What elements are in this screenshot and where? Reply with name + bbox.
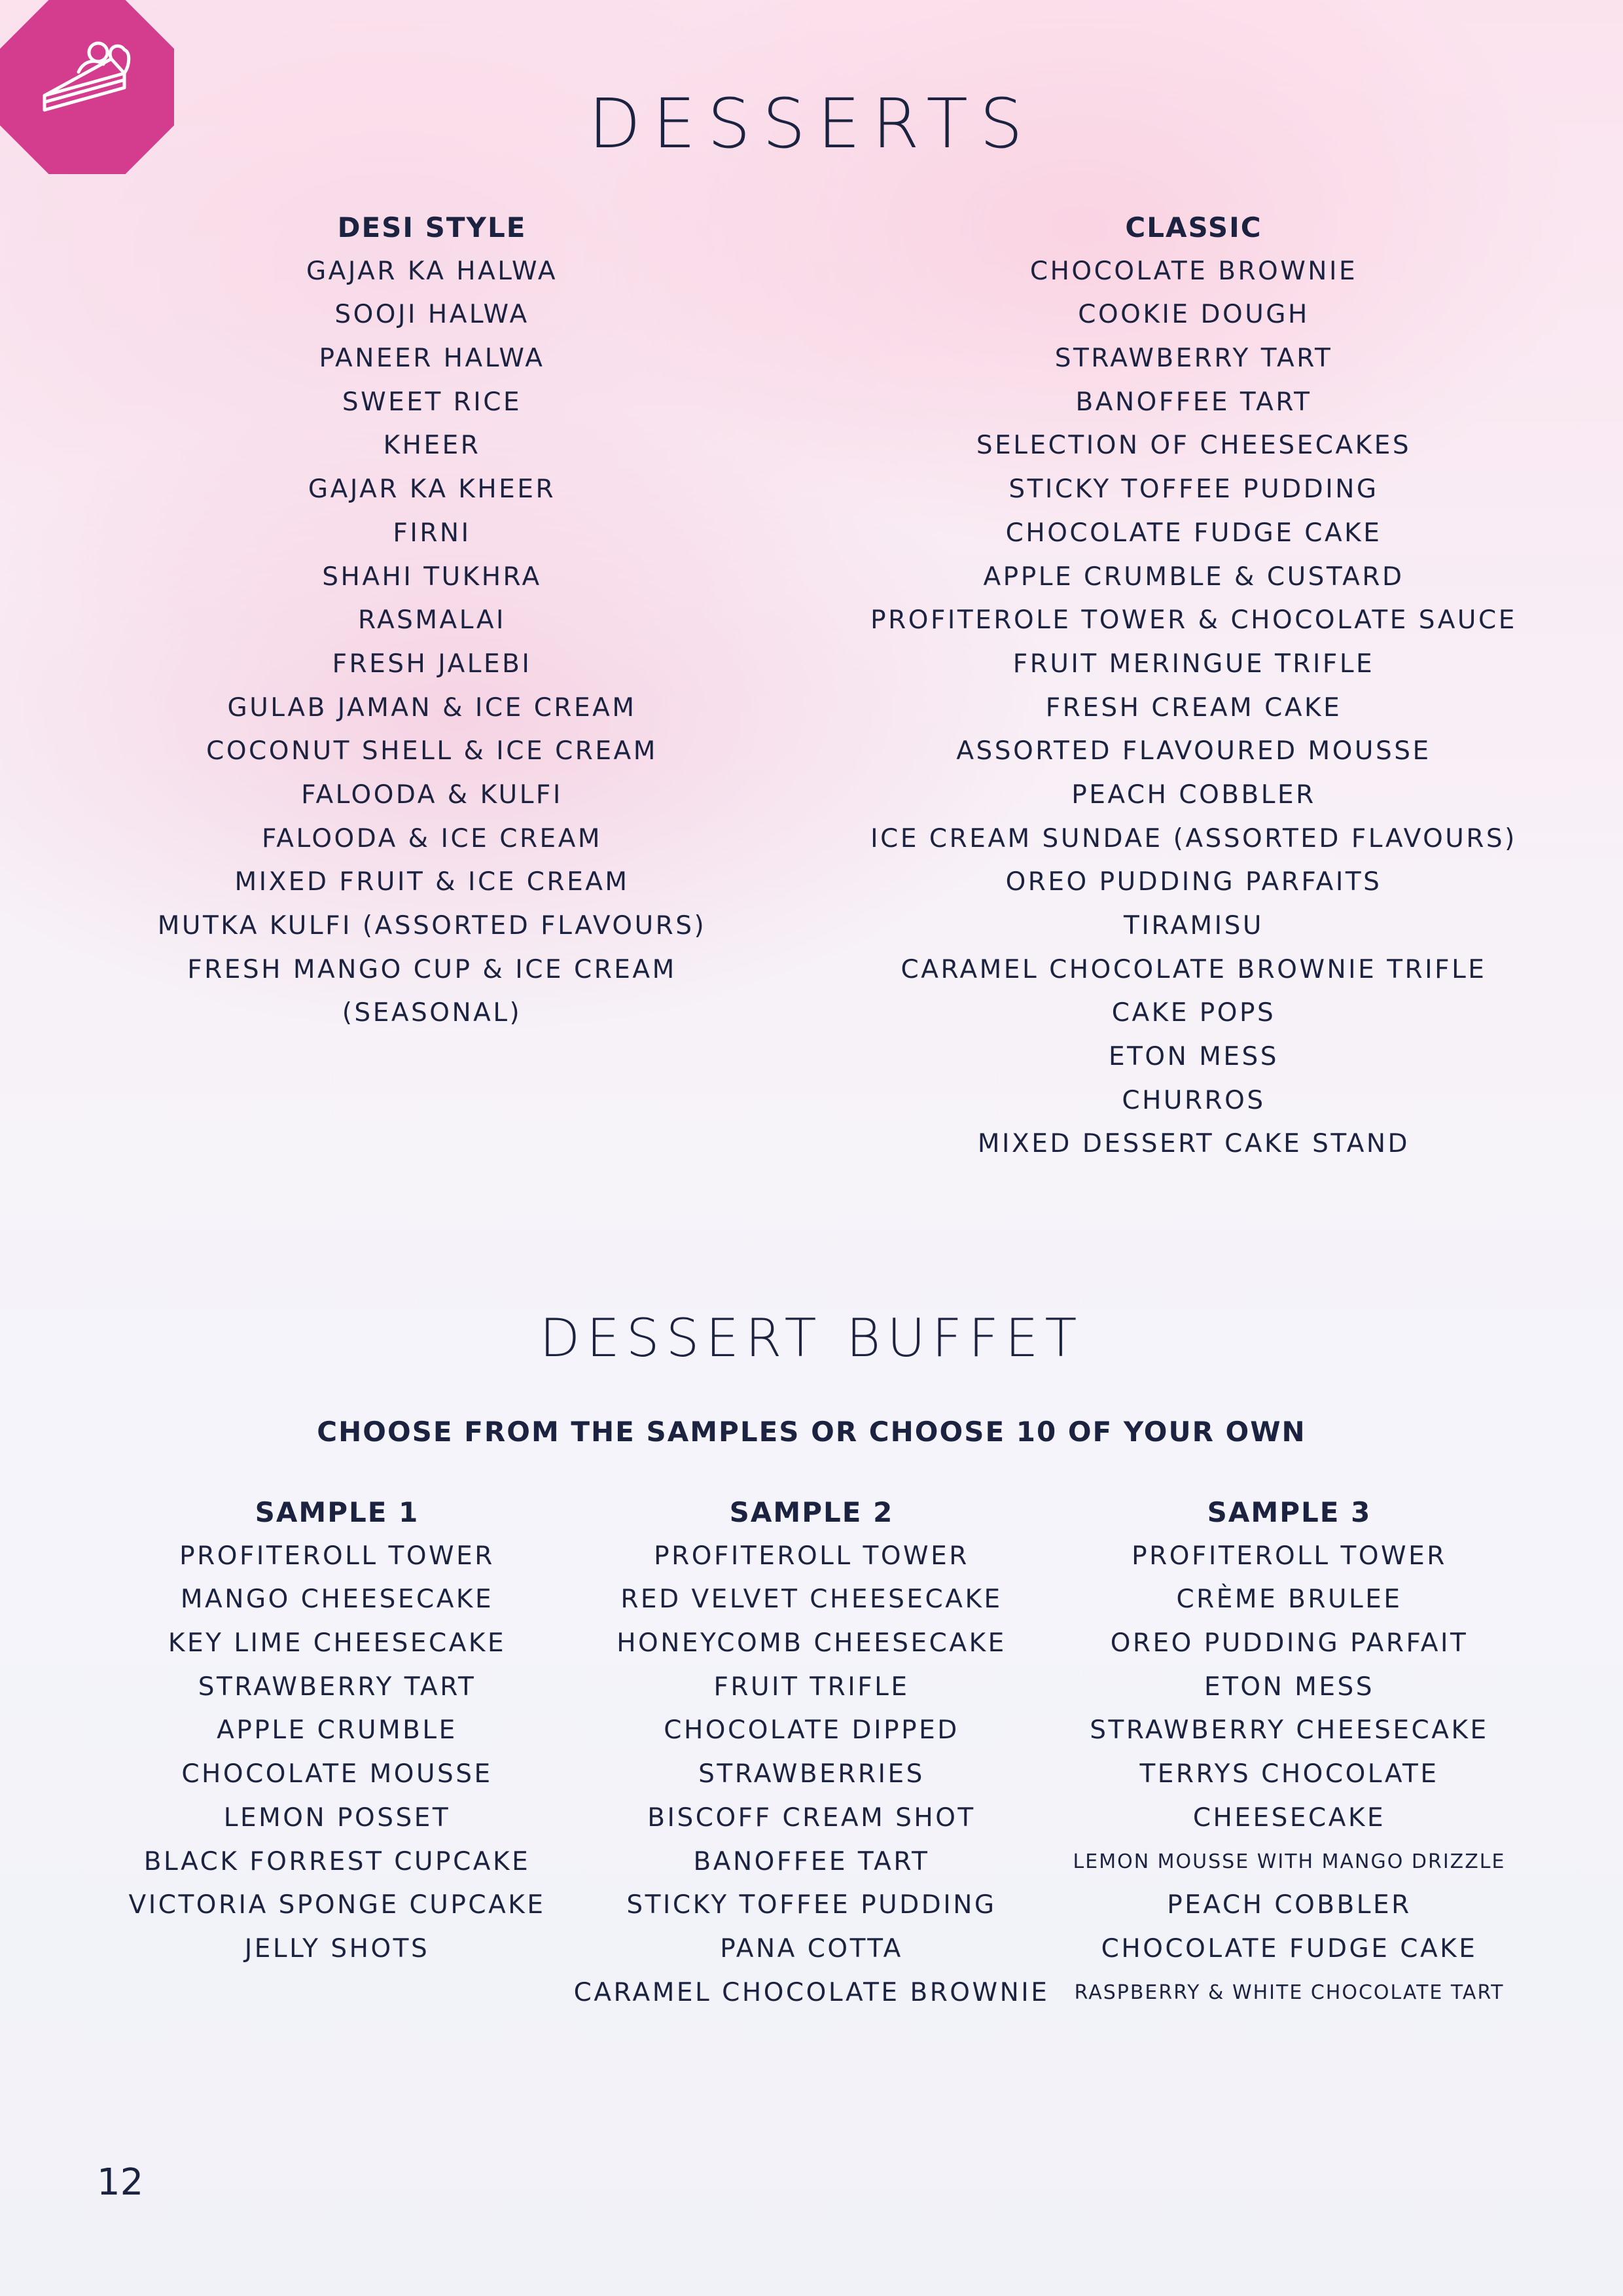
list-item: CHOCOLATE FUDGE CAKE: [1101, 1933, 1478, 1964]
list-item: BLACK FORREST CUPCAKE: [143, 1846, 531, 1876]
list-item: ICE CREAM SUNDAE (ASSORTED FLAVOURS): [870, 823, 1517, 853]
list-item: MIXED DESSERT CAKE STAND: [977, 1129, 1410, 1159]
list-item: HONEYCOMB CHEESECAKE: [616, 1628, 1007, 1659]
list-item: MUTKA KULFI (ASSORTED FLAVOURS): [157, 911, 707, 941]
list-item: PROFITEROLL TOWER: [179, 1541, 495, 1571]
list-item: STRAWBERRY CHEESECAKE: [1090, 1715, 1489, 1746]
list-item: BISCOFF CREAM SHOT: [647, 1803, 976, 1833]
list-item: BANOFFEE TART: [693, 1846, 930, 1876]
list-item: COCONUT SHELL & ICE CREAM: [206, 736, 658, 766]
list-item: CARAMEL CHOCOLATE BROWNIE: [573, 1977, 1050, 2007]
list-item: STICKY TOFFEE PUDDING: [1008, 475, 1379, 505]
list-item: CRÈME BRULEE: [1176, 1585, 1402, 1615]
list-item: FRESH MANGO CUP & ICE CREAM: [187, 954, 677, 984]
list-item: CHOCOLATE FUDGE CAKE: [1005, 518, 1382, 548]
list-item: APPLE CRUMBLE: [217, 1715, 457, 1746]
list-item: PEACH COBBLER: [1167, 1890, 1412, 1920]
list-item: MANGO CHEESECAKE: [180, 1585, 494, 1615]
list-item: STRAWBERRY TART: [198, 1672, 476, 1702]
list-item: FIRNI: [393, 518, 471, 548]
list-item: PROFITEROLL TOWER: [654, 1541, 969, 1571]
list-item: CAKE POPS: [1111, 998, 1276, 1028]
list-item: GAJAR KA KHEER: [308, 475, 556, 505]
list-item: TERRYS CHOCOLATE: [1139, 1759, 1439, 1789]
list-item: SOOJI HALWA: [334, 300, 529, 330]
list-item: VICTORIA SPONGE CUPCAKE: [128, 1890, 546, 1920]
list-item: TIRAMISU: [1124, 911, 1264, 941]
list-item: COOKIE DOUGH: [1078, 300, 1310, 330]
list-item: FRESH JALEBI: [332, 649, 532, 679]
page-title: DESSERTS: [588, 84, 1035, 164]
list-item: FRESH CREAM CAKE: [1045, 692, 1342, 723]
list-item: SELECTION OF CHEESECAKES: [976, 431, 1412, 461]
list-item: RASPBERRY & WHITE CHOCOLATE TART: [1074, 1981, 1505, 2004]
list-item: JELLY SHOTS: [244, 1933, 430, 1964]
list-item: SWEET RICE: [342, 387, 522, 417]
list-item: FALOODA & KULFI: [301, 780, 563, 810]
classic-column: [840, 206, 1547, 1166]
list-item: CARAMEL CHOCOLATE BROWNIE TRIFLE: [901, 954, 1487, 984]
list-item: PROFITEROLE TOWER & CHOCOLATE SAUCE: [870, 605, 1517, 636]
list-item: OREO PUDDING PARFAITS: [1005, 867, 1382, 897]
desi-style-column: [118, 206, 746, 1035]
list-item: CHOCOLATE BROWNIE: [1029, 256, 1358, 286]
list-item: STICKY TOFFEE PUDDING: [626, 1890, 997, 1920]
classic-heading: CLASSIC: [1125, 211, 1262, 243]
buffet-title: DESSERT BUFFET: [539, 1308, 1084, 1369]
list-item: RASMALAI: [357, 605, 507, 636]
list-item: CHURROS: [1122, 1085, 1266, 1115]
list-item: CHOCOLATE MOUSSE: [181, 1759, 493, 1789]
list-item: GAJAR KA HALWA: [306, 256, 558, 286]
list-item: ETON MESS: [1108, 1042, 1279, 1072]
list-item: PANA COTTA: [720, 1933, 903, 1964]
list-item: CHOCOLATE DIPPED: [664, 1715, 959, 1746]
list-item: PROFITEROLL TOWER: [1132, 1541, 1447, 1571]
list-item: (SEASONAL): [342, 998, 522, 1028]
list-item: MIXED FRUIT & ICE CREAM: [234, 867, 630, 897]
sample-1-heading: SAMPLE 1: [255, 1496, 419, 1528]
list-item: PEACH COBBLER: [1071, 780, 1316, 810]
sample-3-heading: SAMPLE 3: [1207, 1496, 1372, 1528]
list-item: LEMON POSSET: [223, 1803, 451, 1833]
list-item: RED VELVET CHEESECAKE: [620, 1585, 1003, 1615]
list-item: APPLE CRUMBLE & CUSTARD: [983, 562, 1404, 592]
list-item: ETON MESS: [1204, 1672, 1375, 1702]
list-item: FALOODA & ICE CREAM: [261, 823, 603, 853]
sample-2-heading: SAMPLE 2: [729, 1496, 894, 1528]
list-item: FRUIT TRIFLE: [713, 1672, 910, 1702]
buffet-subheading: CHOOSE FROM THE SAMPLES OR CHOOSE 10 OF YOUR OWN: [317, 1416, 1306, 1448]
list-item: LEMON MOUSSE WITH MANGO DRIZZLE: [1073, 1850, 1506, 1873]
list-item: STRAWBERRY TART: [1054, 344, 1333, 374]
list-item: ASSORTED FLAVOURED MOUSSE: [956, 736, 1431, 766]
list-item: PANEER HALWA: [319, 344, 545, 374]
list-item: BANOFFEE TART: [1075, 387, 1312, 417]
list-item: KEY LIME CHEESECAKE: [168, 1628, 507, 1659]
sample-2-column: [563, 1491, 1060, 2015]
list-item: OREO PUDDING PARFAIT: [1110, 1628, 1469, 1659]
list-item: STRAWBERRIES: [698, 1759, 925, 1789]
list-item: CHEESECAKE: [1192, 1803, 1386, 1833]
list-item: GULAB JAMAN & ICE CREAM: [227, 692, 637, 723]
list-item: FRUIT MERINGUE TRIFLE: [1012, 649, 1375, 679]
list-item: KHEER: [383, 431, 481, 461]
desi-style-heading: DESI STYLE: [337, 211, 527, 243]
sample-1-column: [98, 1491, 576, 1971]
sample-3-column: [1047, 1491, 1531, 2015]
list-item: SHAHI TUKHRA: [322, 562, 542, 592]
page-number: 12: [97, 2161, 144, 2204]
